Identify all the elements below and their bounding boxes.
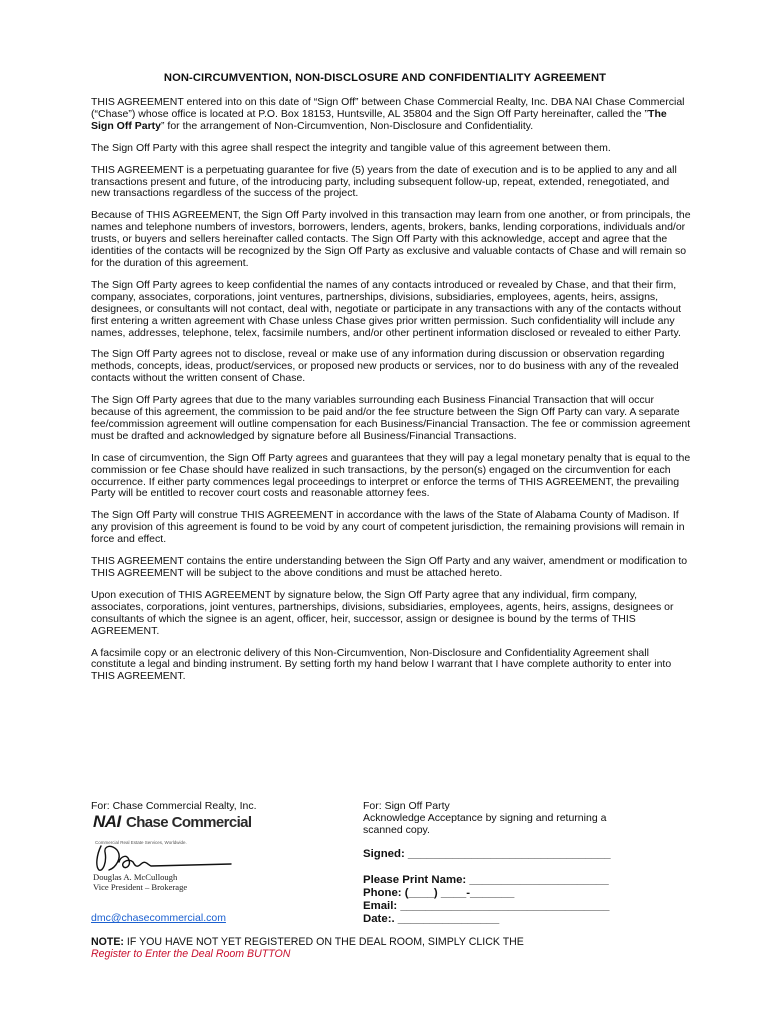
email-field[interactable]: Email: _________________________________ xyxy=(363,900,610,912)
paragraph-7: In case of circumvention, the Sign Off Party agrees and guarantees that they will pay a legal monetary penalty that is equal to the commission or fee Chase should have realized in such transactions, by the person(s) engaged on the circumvention for each occurrence. If either party commences legal proceedings to interpret or enforce the terms of THIS AGREEMENT, the prevailing Party will be entitled to recover court costs and reasonable attorney fees. xyxy=(91,451,691,500)
signed-field[interactable]: Signed: ________________________________ xyxy=(363,848,611,860)
acknowledge-line-2: scanned copy. xyxy=(363,824,430,836)
signature-section xyxy=(91,800,691,1020)
signer-name: Douglas A. McCullough xyxy=(93,872,178,882)
document-title: NON-CIRCUMVENTION, NON-DISCLOSURE AND CONFIDENTIALITY AGREEMENT xyxy=(163,72,607,84)
paragraph-2: THIS AGREEMENT is a perpetuating guarantee for five (5) years from the date of execution and is to be applied to any and all transactions present and future, of the introducing party, including subsequent follow-up, repeat, extended, renegotiated, and new transactions regardless of the success of the project. xyxy=(91,163,677,200)
handwritten-signature xyxy=(91,840,241,874)
note-text: IF YOU HAVE NOT YET REGISTERED ON THE DEAL ROOM, SIMPLY CLICK THE xyxy=(123,936,524,948)
paragraph-3: Because of THIS AGREEMENT, the Sign Off Party involved in this transaction may learn from one another, or from principals, the names and telephone numbers of investors, borrowers, lenders, agents, brokers, banks, lending corporations, individuals and/or trusts, or buyers and sellers hereinafter called contacts. The Sign Off Party with this acknowledge, accept and agree that the identities of the contacts will be recognized by the Sign Off Party as exclusive and valuable contacts of Chase and will remain so for the duration of this agreement. xyxy=(91,209,691,269)
paragraph-5: The Sign Off Party agrees not to disclose, reveal or make use of any information during discussion or observation regarding methods, concepts, ideas, product/services, or proposed new products or services, nor to do business with any of the revealed contacts without the written consent of Chase. xyxy=(91,348,679,385)
agreement-body xyxy=(91,97,691,693)
note-label: NOTE: xyxy=(91,936,124,948)
paragraph-10: Upon execution of THIS AGREEMENT by signature below, the Sign Off Party agree that any individual, firm company, associates, corporations, joint ventures, partnerships, divisions, subsidiaries, employees, agents, heirs, assigns, designees or consultants of which the signee is an agent, officer, heir, successor, assign or designee is bound by the terms of THIS AGREEMENT. xyxy=(91,588,674,637)
print-name-field[interactable]: Please Print Name: ______________________ xyxy=(363,874,609,886)
signer-title: Vice President – Brokerage xyxy=(93,882,188,892)
paragraph-8: The Sign Off Party will construe THIS AGREEMENT in accordance with the laws of the State of Alabama County of Madison. If any provision of this agreement is found to be void by any court of competent jurisdiction, the remaining provisions will remain in force and effect. xyxy=(91,509,685,546)
note-line xyxy=(91,936,524,948)
deal-room-note xyxy=(91,936,524,960)
acknowledge-line-1: Acknowledge Acceptance by signing and returning a xyxy=(363,812,607,824)
chase-signature-block xyxy=(91,800,331,924)
intro-bold-party: The Sign Off Party xyxy=(91,107,667,132)
paragraph-1: The Sign Off Party with this agree shall respect the integrity and tangible value of this agreement between them. xyxy=(91,141,611,154)
paragraph-6: The Sign Off Party agrees that due to the many variables surrounding each Business Financial Transaction that will occur because of this agreement, the commission to be paid and/or the fee structure between the Sign Off Party can vary. A separate fee/commission agreement will outline compensation for each Business/Financial Transaction. The fee or commission agreement must be drafted and acknowledged by signature before all Business/Financial Transactions. xyxy=(91,394,691,442)
chase-for-label: For: Chase Commercial Realty, Inc. xyxy=(91,800,257,812)
logo-wordmark: Chase Commercial xyxy=(126,814,252,831)
logo-nai-mark: NAI xyxy=(93,812,121,831)
signer-info xyxy=(93,872,187,892)
chase-email-link[interactable]: dmc@chasecommercial.com xyxy=(91,912,226,924)
paragraph-4: The Sign Off Party agrees to keep confidential the names of any contacts introduced or revealed by Chase, and that their firm, company, associates, corporations, joint ventures, partnerships, divisions, subsidiaries, employees, agents, heirs, assigns, designees, or consultants will not contact, deal with, negotiate or participate in any transactions with any of the contacts without first entering a written agreement with Chase unless Chase gives prior written permission. Such confidentiality will include any names, addresses, telephone, telex, facsimile numbers, and/or other pertinent information disclosed or revealed to either Party. xyxy=(91,278,682,339)
logo-tagline: Commercial Real Estate Services, Worldwide. xyxy=(95,840,187,845)
intro-text-end: ” for the arrangement of Non-Circumvention, Non-Disclosure and Confidentiality. xyxy=(161,119,534,132)
intro-paragraph xyxy=(91,97,691,133)
sign-off-for-label: For: Sign Off Party xyxy=(363,800,450,812)
nai-chase-logo xyxy=(93,812,273,845)
phone-field[interactable]: Phone: (____) ____-_______ xyxy=(363,887,515,899)
paragraph-9: THIS AGREEMENT contains the entire understanding between the Sign Off Party and any waiver, amendment or modification to THIS AGREEMENT will be subject to the above conditions and must be attached hereto. xyxy=(91,555,688,579)
paragraph-11: A facsimile copy or an electronic delivery of this Non-Circumvention, Non-Disclosure and Confidentiality Agreement shall constitute a legal and binding instrument. By setting forth my hand below I warrant that I have complete authority to enter into THIS AGREEMENT. xyxy=(91,646,672,683)
register-deal-room-link[interactable]: Register to Enter the Deal Room BUTTON xyxy=(91,948,291,960)
date-field[interactable]: Date:. ________________ xyxy=(363,913,500,925)
intro-text-start: THIS AGREEMENT entered into on this date of “Sign Off” between Chase Commercial Realty, Inc. DBA NAI Chase Commercial (“Chase”) whose office is located at P.O. Box 18153, Huntsville, AL 35804 and the Sign Off Party hereinafter, called the ” xyxy=(91,96,685,120)
